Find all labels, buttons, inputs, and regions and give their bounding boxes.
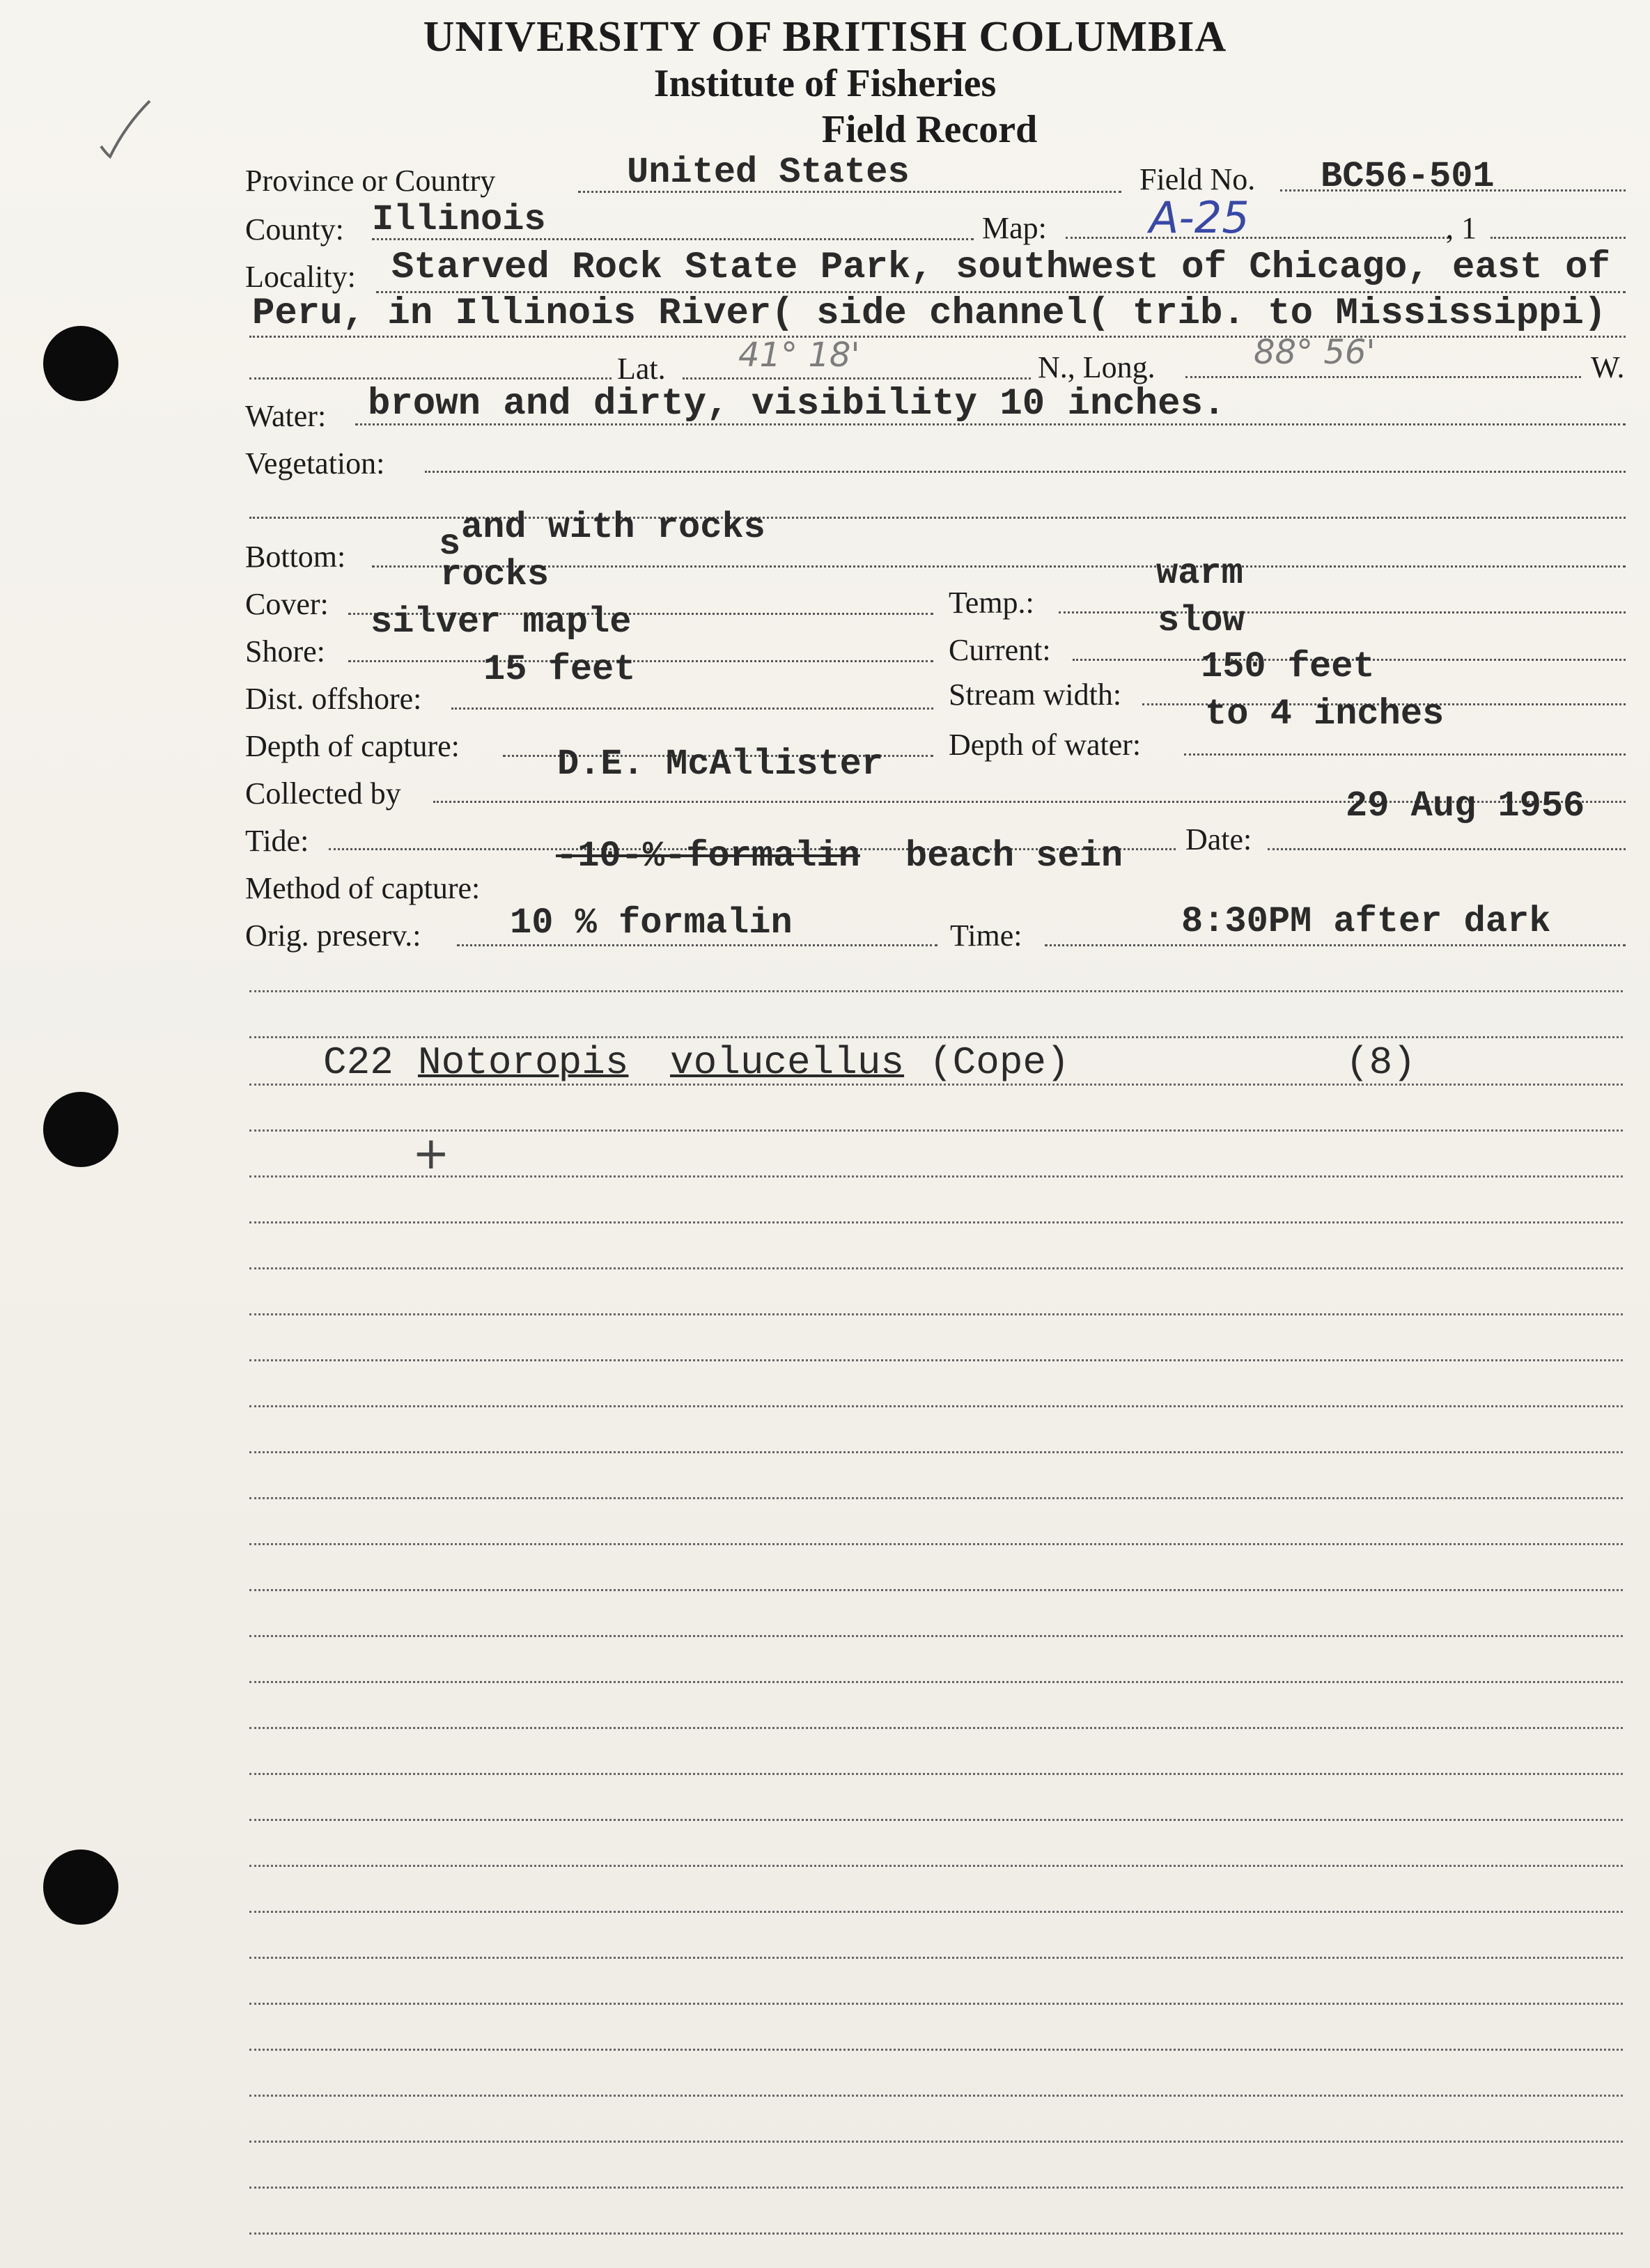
shore-label: Shore: <box>245 634 325 668</box>
locality-value-line1: Starved Rock State Park, southwest of Chicago, east of <box>391 247 1610 289</box>
form-title: Field Record <box>821 108 1038 151</box>
map-value: A-25 <box>1149 192 1250 243</box>
ruled-line <box>249 2095 1623 2097</box>
ruled-line <box>249 1084 1623 1086</box>
locality-value-line2: Peru, in Illinois River( side channel( trib. to Mississippi) <box>252 292 1607 335</box>
dist-offshore-line <box>451 707 933 710</box>
vegetation-line-2 <box>249 517 1626 519</box>
ruled-line <box>249 2232 1623 2235</box>
field-no-label: Field No. <box>1139 162 1256 196</box>
vegetation-line <box>425 471 1626 473</box>
ruled-line <box>249 1865 1623 1867</box>
temp-value: warm <box>1156 553 1243 594</box>
current-label: Current: <box>949 633 1051 667</box>
county-value: Illinois <box>372 199 546 240</box>
ruled-line <box>249 1635 1623 1637</box>
stream-width-value: 150 feet <box>1201 646 1375 687</box>
ruled-line <box>249 1497 1623 1499</box>
locality-label: Locality: <box>245 260 356 294</box>
ruled-line <box>249 1681 1623 1683</box>
depth-water-line <box>1184 753 1626 756</box>
vegetation-label: Vegetation: <box>245 446 385 480</box>
depth-water-value: to 4 inches <box>1205 694 1445 735</box>
bottom-value: and with rocks <box>461 507 765 548</box>
punch-hole-bottom <box>43 1849 118 1925</box>
ruled-line <box>249 2187 1623 2189</box>
time-line <box>1045 944 1626 946</box>
time-label: Time: <box>950 918 1022 953</box>
map-suffix-line <box>1491 237 1626 239</box>
ruled-line <box>249 1129 1623 1132</box>
bottom-line <box>372 565 1626 568</box>
method-label: Method of capture: <box>245 871 481 905</box>
plus-mark: + <box>412 1128 450 1180</box>
ruled-line <box>249 2049 1623 2051</box>
long-line <box>1185 376 1581 378</box>
ruled-line <box>249 1773 1623 1775</box>
tide-label: Tide: <box>245 824 309 858</box>
bottom-value-prefix: s <box>439 524 461 565</box>
cover-label: Cover: <box>245 587 329 621</box>
lat-line <box>683 377 1031 380</box>
ruled-line <box>249 1405 1623 1407</box>
map-label: Map: <box>982 211 1047 245</box>
shore-value: silver maple <box>371 602 632 643</box>
specimen-code: C22 <box>323 1040 394 1085</box>
date-line <box>1268 848 1626 850</box>
date-value: 29 Aug 1956 <box>1346 785 1585 827</box>
locality-line-2 <box>249 336 1626 338</box>
temp-line <box>1059 611 1626 613</box>
water-value: brown and dirty, visibility 10 inches. <box>368 383 1226 425</box>
specimen-count: (8) <box>1346 1040 1416 1085</box>
shore-line <box>348 660 933 662</box>
specimen-authority: (Cope) <box>929 1040 1070 1085</box>
depth-water-label: Depth of water: <box>949 728 1142 762</box>
map-suffix: , 1 <box>1446 211 1477 245</box>
dist-offshore-value: 15 feet <box>483 649 636 690</box>
lat-label: Lat. <box>617 352 666 386</box>
province-label: Province or Country <box>245 164 496 198</box>
ruled-line <box>249 1313 1623 1315</box>
long-value: 88° 56' <box>1254 333 1376 372</box>
orig-preserv-value: 10 % formalin <box>510 902 793 944</box>
specimen-genus: Notoropis <box>418 1040 629 1085</box>
orig-preserv-line <box>457 944 937 946</box>
university-title: UNIVERSITY OF BRITISH COLUMBIA <box>423 13 1227 61</box>
ruled-line <box>249 1359 1623 1361</box>
water-label: Water: <box>245 399 327 433</box>
punch-hole-top <box>43 326 118 401</box>
ruled-line <box>249 1267 1623 1269</box>
long-label: N., Long. <box>1038 350 1155 384</box>
ruled-line <box>249 1727 1623 1729</box>
ruled-line <box>249 1175 1623 1178</box>
date-label: Date: <box>1185 822 1252 857</box>
w-label: W. <box>1591 350 1625 384</box>
lat-value: 41° 18' <box>738 336 860 375</box>
ruled-line <box>249 1957 1623 1959</box>
method-value: beach sein <box>905 836 1123 877</box>
ruled-line <box>249 2003 1623 2005</box>
cover-value: rocks <box>440 554 550 595</box>
ruled-line <box>249 990 1623 992</box>
method-struck-value: -10-%-formalin <box>556 836 860 877</box>
ruled-line <box>249 1451 1623 1453</box>
collected-by-value: D.E. McAllister <box>557 744 884 785</box>
lat-pre-line <box>249 377 612 380</box>
county-label: County: <box>245 212 344 247</box>
ruled-line <box>249 2141 1623 2143</box>
ruled-line <box>249 1036 1623 1038</box>
current-value: slow <box>1158 600 1245 641</box>
specimen-species: volucellus <box>670 1040 905 1085</box>
time-value: 8:30PM after dark <box>1181 901 1551 942</box>
map-line <box>1066 237 1449 239</box>
ruled-line <box>249 1819 1623 1821</box>
collected-by-label: Collected by <box>245 776 401 811</box>
ruled-line <box>249 1589 1623 1591</box>
bottom-label: Bottom: <box>245 540 346 574</box>
dist-offshore-label: Dist. offshore: <box>245 682 422 716</box>
stream-width-label: Stream width: <box>949 678 1122 712</box>
punch-hole-middle <box>43 1092 118 1167</box>
field-no-value: BC56-501 <box>1321 156 1495 197</box>
ruled-line <box>249 1543 1623 1545</box>
orig-preserv-label: Orig. preserv.: <box>245 918 421 953</box>
ruled-line <box>249 1221 1623 1223</box>
temp-label: Temp.: <box>949 586 1034 620</box>
ruled-line <box>249 1911 1623 1913</box>
province-value: United States <box>627 152 910 193</box>
institute-title: Institute of Fisheries <box>653 62 997 105</box>
depth-capture-label: Depth of capture: <box>245 729 460 763</box>
